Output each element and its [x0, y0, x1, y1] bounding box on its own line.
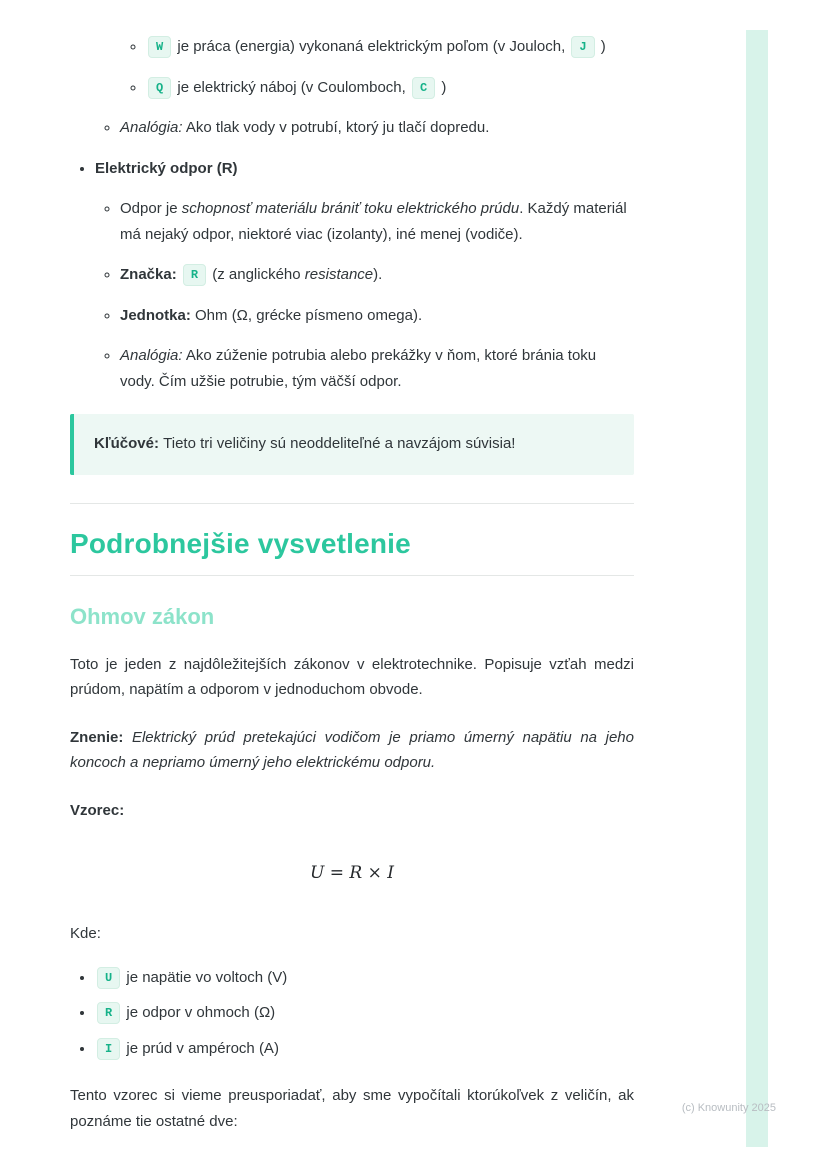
section-divider: [70, 503, 634, 504]
text-segment: Znenie:: [70, 728, 132, 746]
text-segment: Tieto tri veličiny sú neoddeliteľné a navzájom súvisia!: [163, 435, 516, 452]
text-segment: schopnosť materiálu brániť toku elektrického prúdu: [181, 200, 520, 217]
text-segment: ).: [373, 266, 383, 283]
text-segment: Analógia:: [120, 119, 183, 136]
resistance-sublist: [70, 196, 634, 394]
list-item-resistance-symbol: [120, 262, 634, 288]
section-title: Podrobnejšie vysvetlenie: [70, 528, 634, 576]
ohms-law-formula: [70, 863, 634, 883]
charge-sublist: [70, 34, 634, 100]
voltage-analogy-list: [70, 115, 634, 141]
resistance-list: [70, 156, 634, 182]
text-segment: Elektrický prúd pretekajúci vodičom je priamo úmerný napätiu na jeho koncoch a nepriamo úmerný jeho elektrickému odporu.: [70, 728, 634, 771]
inline-code-badge: U: [97, 967, 120, 989]
text-segment: =: [324, 863, 350, 883]
text-segment: Jednotka:: [120, 306, 196, 324]
subsection-title: Ohmov zákon: [70, 603, 215, 629]
list-item-charge: [146, 75, 634, 101]
list-item-current-variable: [95, 1036, 634, 1062]
document-content: [70, 0, 634, 1134]
list-item-resistance-variable: [95, 1000, 634, 1026]
list-item-resistance-heading: • Elektrický odpor (R): [95, 156, 634, 182]
inline-code-badge: C: [412, 77, 435, 99]
text-segment: Ako zúženie potrubia alebo prekážky v ňom, ktoré bránia toku vody. Čím užšie potrubie, tým väčší odpor.: [120, 347, 597, 390]
list-item-work: [146, 34, 634, 60]
inline-code-badge: J: [571, 36, 594, 58]
text-segment: (z anglického: [208, 266, 305, 283]
text-segment: . Každý materiál má nejaký odpor, niektoré viac (izolanty), iné menej (vodiče).: [120, 200, 627, 243]
text-segment: ): [596, 38, 606, 55]
page-edge-stripe: [746, 30, 768, 1147]
closing-paragraph: Tento vzorec si vieme preusporiadať, aby sme vypočítali ktorúkoľvek z veličín, ak poznáme tie ostatné dve:: [70, 1087, 634, 1130]
text-segment: Odpor je: [120, 200, 182, 217]
text-segment: R: [349, 863, 363, 883]
list-item-voltage-variable: [95, 965, 634, 991]
inline-code-badge: R: [97, 1002, 120, 1024]
text-segment: Analógia:: [120, 347, 183, 364]
key-callout: [70, 414, 634, 475]
intro-paragraph: Toto je jeden z najdôležitejších zákonov v elektrotechnike. Popisuje vzťah medzi prúdom, napätím a odporom v jednoduchom obvode.: [70, 655, 634, 698]
inline-code-badge: R: [183, 264, 206, 286]
list-item-resistance-definition: [120, 196, 634, 247]
inline-code-badge: W: [148, 36, 171, 58]
text-segment: je práca (energia) vykonaná elektrickým poľom (v Jouloch,: [173, 38, 570, 55]
variable-list: [70, 965, 634, 1062]
formula-label: Vzorec:: [70, 801, 125, 819]
callout-text: [94, 433, 614, 456]
inline-code-badge: I: [97, 1038, 120, 1060]
law-statement-paragraph: [70, 725, 634, 776]
text-segment: U: [310, 863, 325, 883]
footer-credit: (c) Knowunity 2025: [681, 1102, 776, 1114]
inline-code-badge: Q: [148, 77, 171, 99]
kde-label: Kde:: [70, 925, 101, 942]
list-item-analogy-pressure: [120, 115, 634, 141]
text-segment: Ohm (Ω, grécke písmeno omega).: [195, 306, 423, 324]
text-segment: resistance: [304, 266, 374, 283]
text-segment: Kľúčové:: [94, 435, 164, 452]
text-segment: je napätie vo voltoch (V): [122, 968, 288, 986]
text-segment: je elektrický náboj (v Coulomboch,: [173, 78, 410, 96]
list-item-resistance-analogy: [120, 343, 634, 394]
text-segment: I: [387, 863, 394, 883]
text-segment: je odpor v ohmoch (Ω): [122, 1004, 276, 1021]
text-segment: ): [437, 78, 447, 96]
list-item-resistance-unit: [120, 303, 634, 329]
text-segment: je prúd v ampéroch (A): [122, 1039, 279, 1057]
text-segment: Značka:: [120, 266, 181, 283]
text-segment: ×: [362, 863, 388, 883]
text-segment: Ako tlak vody v potrubí, ktorý ju tlačí dopredu.: [182, 119, 490, 136]
